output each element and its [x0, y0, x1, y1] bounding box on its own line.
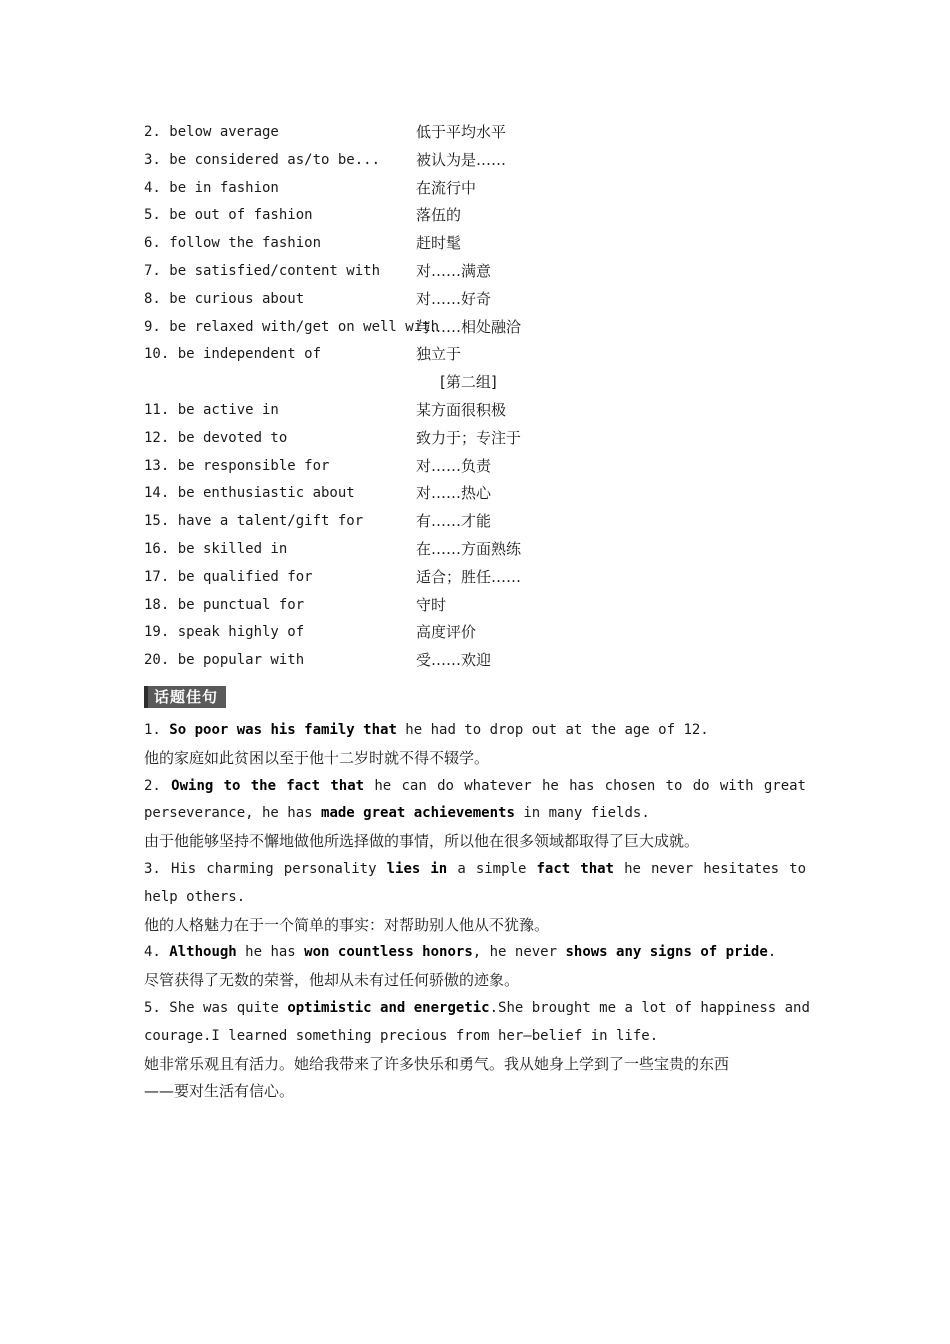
phrase-row: 19. speak highly of 高度评价 — [144, 623, 477, 642]
phrase-row: 7. be satisfied/content with 对……满意 — [144, 261, 492, 280]
phrase-row: 13. be responsible for 对……负责 — [144, 456, 492, 475]
sentence-list — [144, 717, 810, 1106]
sentence-en-cont: courage.I learned something precious from her—belief in life. — [144, 1027, 659, 1044]
section-badge: 话题佳句 — [144, 686, 226, 708]
phrase-row: 20. be popular with 受……欢迎 — [144, 651, 492, 670]
sentence-zh: 由于他能够坚持不懈地做他所选择做的事情，所以他在很多领域都取得了巨大成就。 — [144, 832, 700, 851]
group-heading: [第二组] — [440, 373, 497, 392]
phrase-row: 11. be active in 某方面很积极 — [144, 400, 507, 419]
sentence-en: 1. So poor was his family that he had to drop out at the age of 12. — [144, 722, 709, 738]
sentence-en-cont: perseverance, he has made great achievements in many fields. — [144, 805, 650, 822]
phrase-row: 9. be relaxed with/get on well with 与……相处融洽 — [144, 317, 522, 336]
sentence-zh: 他的家庭如此贫困以至于他十二岁时就不得不辍学。 — [144, 748, 490, 767]
sentence-zh: 她非常乐观且有活力。她给我带来了许多快乐和勇气。我从她身上学到了一些宝贵的东西 — [144, 1054, 730, 1073]
sentence-en: 5. She was quite optimistic and energetic.She brought me a lot of happiness and — [144, 999, 810, 1016]
phrase-row: 4. be in fashion 在流行中 — [144, 178, 477, 197]
phrase-row: 8. be curious about 对……好奇 — [144, 289, 492, 308]
phrase-list — [144, 119, 844, 675]
phrase-row: 15. have a talent/gift for 有……才能 — [144, 512, 492, 531]
sentence-zh: 尽管获得了无数的荣誉，他却从未有过任何骄傲的迹象。 — [144, 971, 520, 990]
sentence-en-cont: help others. — [144, 888, 246, 905]
phrase-row: 17. be qualified for 适合；胜任…… — [144, 567, 522, 586]
sentence-en: 3. His charming personality lies in a simple fact that he never hesitates to — [144, 860, 807, 877]
sentence-en: 4. Although he has won countless honors, he never shows any signs of pride. — [144, 944, 777, 961]
phrase-row: 2. below average 低于平均水平 — [144, 123, 507, 141]
phrase-row: 10. be independent of 独立于 — [144, 345, 462, 364]
phrase-row: 14. be enthusiastic about 对……热心 — [144, 484, 492, 503]
phrase-row: 16. be skilled in 在……方面熟练 — [144, 539, 522, 558]
sentence-zh-cont: ——要对生活有信心。 — [144, 1082, 295, 1101]
phrase-row: 18. be punctual for 守时 — [144, 595, 447, 614]
phrase-row: 3. be considered as/to be... 被认为是…… — [144, 150, 507, 169]
phrase-row: 5. be out of fashion 落伍的 — [144, 206, 462, 225]
phrase-row: 6. follow the fashion 赶时髦 — [144, 234, 462, 253]
sentence-en: 2. Owing to the fact that he can do whatever he has chosen to do with great — [144, 777, 806, 794]
phrase-row: 12. be devoted to 致力于；专注于 — [144, 428, 522, 447]
sentence-zh: 他的人格魅力在于一个简单的事实：对帮助别人他从不犹豫。 — [144, 915, 550, 934]
